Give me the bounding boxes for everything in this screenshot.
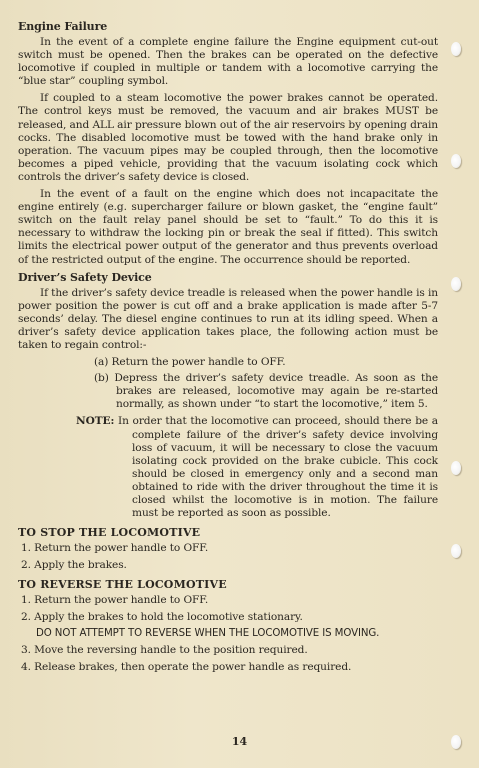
warning-text: DO NOT ATTEMPT TO REVERSE WHEN THE LOCOMOTIVE IS MOVING. (36, 627, 380, 639)
paragraph: In the event of a fault on the engine which does not incapacitate the engine entirely (e.g. supercharger failure or blown gasket, the “engine fault” switch on the fault relay panel should be set to “fault.” To do this it is necessary to withdraw the locking pin or break the seal if fitted). This switch limits the electrical power output of the generator and thus prevents overload of the restricted output of the engine. The occurrence should be reported. (18, 188, 438, 266)
paragraph: If the driver’s safety device treadle is released when the power handle is in power position the power is cut off and a brake application is made after 5-7 seconds’ delay. The diesel engine continues to run at its idling speed. When a driver’s safety device application takes place, the following action must be taken to regain control:- (18, 286, 438, 351)
heading-drivers-safety-device: Driver’s Safety Device (18, 270, 152, 284)
list-item: 3. Move the reversing handle to the position required. (21, 644, 308, 657)
binder-hole (451, 42, 461, 56)
list-item: 4. Release brakes, then operate the power handle as required. (21, 661, 352, 674)
stop-steps (18, 542, 438, 572)
list-item: 1. Return the power handle to OFF. (21, 594, 209, 607)
note-text: In order that the locomotive can proceed, should there be a complete failure of the driver’s safety device involving loss of vacuum, it will be necessary to close the vacuum isolating cock provided on the brake cubicle. This cock should be closed in emergency only and a second man obtained to ride with the driver throughout the time it is closed whilst the locomotive is in motion. The failure must be reported as soon as possible. (114, 415, 438, 520)
heading-engine-failure: Engine Failure (18, 20, 108, 33)
list-item: 1. Return the power handle to OFF. (21, 542, 209, 555)
page-number: 14 (231, 735, 248, 748)
note-block (18, 415, 438, 520)
list-item: (a) Return the power handle to OFF. (94, 356, 286, 369)
binder-hole (451, 461, 461, 475)
paragraph: If coupled to a steam locomotive the power brakes cannot be operated. The control keys must be removed, the vacuum and air brakes MUST be released, and ALL air pressure blown out of the air reservoirs by opening drain cocks. The disabled locomotive must be towed with the hand brake only in operation. The vacuum pipes may be coupled through, then the locomotive becomes a piped vehicle, providing that the vacuum isolating cock which controls the driver’s safety device is closed. (18, 92, 438, 183)
heading-to-reverse: TO REVERSE THE LOCOMOTIVE (18, 578, 227, 592)
binder-hole (451, 154, 461, 168)
paragraph: In the event of a complete engine failure the Engine equipment cut-out switch must be opened. Then the brakes can be operated on the defective locomotive if coupled in multiple or tandem with a locomotive carrying the “blue star” coupling symbol. (18, 36, 438, 88)
list-item: 2. Apply the brakes to hold the locomotive stationary. (21, 611, 303, 624)
reverse-steps-continued (18, 644, 438, 674)
note-label: NOTE: (76, 415, 115, 428)
list-item: (b) Depress the driver’s safety device treadle. As soon as the brakes are released, locomotive may again be re-started normally, as shown under “to start the locomotive,” item 5. (94, 372, 438, 411)
reverse-steps (18, 594, 438, 624)
binder-hole (451, 544, 461, 558)
page-body (18, 20, 438, 678)
heading-to-stop: TO STOP THE LOCOMOTIVE (18, 526, 201, 540)
binder-hole (451, 277, 461, 291)
list-item: 2. Apply the brakes. (21, 559, 127, 572)
